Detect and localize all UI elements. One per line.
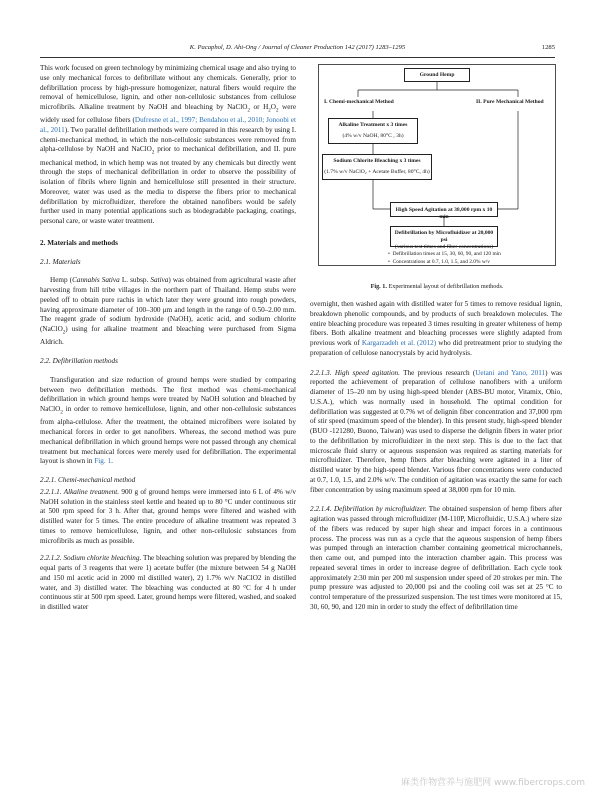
agitation-paragraph <box>310 369 562 496</box>
header-rule <box>40 57 555 58</box>
section-2-2-heading: 2.2. Defibrillation methods <box>40 357 118 366</box>
text-run: Cannabis Sativa <box>72 276 120 285</box>
text-run: who did pretreatment prior to studying the preparation of cellulose nanocrystals by acid hydrolysis. <box>310 339 563 357</box>
ground-hemp-label: Ground Hemp <box>419 72 455 78</box>
text-run: in order to remove hemicellulose, lignin, and other non-cellulosic substances from alpha-cellulose. After the treatment, the obtained microfibers were isolated by mechanical forces in order to get nanofibers. Whereas, the second method was pure mechanical defibrillation in which ground hemps were not passed through any chemical treatment but mechanical forces were merely used for defibrillation. The experimental layout is shown in <box>40 405 296 466</box>
text-run: 2.2.1.3. High speed agitation. <box>310 368 400 377</box>
bleaching-text: The bleaching solution was prepared by blending the equal parts of 3 reagents that were 1) acetate buffer (the mixture between 54 g NaOH and 150 ml acetic acid in 2000 ml distilled water), 2) 1.7% w/v NaClO2 in distilled water, and 3) distilled water. The bleaching was conducted at 80 °C for 4 h under continuous stir at 500 rpm speed. Later, ground hemps were filtered, washed, and soaked in distilled water <box>40 554 296 611</box>
figure-caption <box>318 283 556 290</box>
text-run: L. subsp. <box>119 276 151 285</box>
text-run: 2 <box>268 108 271 114</box>
text-run: The obtained suspension of hemp fibers after agitation was passed through microfluidizer (M-110P, Microfluidic, U.S.A.) where size of the fibers was reduced by super high shear and impact forces in a continuous process. The process was run as a cycle that the aqueous suspension of hemp fibers was pumped through an interaction chamber containing geometrical microchannels, then came out, and pumped into the interaction chamber again. This process was repeated several times in order to increase degree of defibrillation. Each cycle took approximately 2:30 min per 200 ml suspension under speed of 20 strokes per min. The pump pressure was adjusted to 20,000 psi and the cooling coil was set at 25 °C to control temperature of the pressurized suspension. The test times were monitored at 15, 30, 60, 90, and 120 min in order to study the effect of defibrillation time <box>310 505 563 611</box>
citation-link[interactable]: Uetani and Yano, 2011 <box>475 368 546 377</box>
bullet-times: • Defibrillation times at 15, 30, 60, 90, and 120 min <box>388 251 501 257</box>
text-run: ). Two parallel defibrillation methods were compared in this research by using I. chemi-mechanical method, in which the non-cellulosic substances were removed from alpha-cellulose by NaOH and NaClO <box>40 125 296 154</box>
bleaching-paragraph <box>40 554 296 613</box>
watermark: 麻类作物营养与施肥网 www.fibercrops.com <box>401 778 585 788</box>
text-run: Transfiguration and size reduction of ground hemps were studied by comparing between two defibrillation methods. The first method was chemi-mechanical defibrillation in which ground hemps were treated by NaOH solution and bleached by NaClO <box>40 375 296 414</box>
page-number: 1285 <box>541 44 555 51</box>
section-2-2-1-heading: 2.2.1. Chemi-mechanical method <box>40 476 136 484</box>
defibrillation-paragraph <box>40 376 296 467</box>
agitation-box-label: High Speed Agitation at 38,000 rpm x 10 min <box>395 206 493 220</box>
text-run: prior to mechanical defibrillation, and II. pure mechanical method, in which hemp was not treated by any chemicals but directly went through the steps of mechanical defibrillation in order to observe the possibility of isolation of fibrils where lignin and hemicellulose still presented in their structure. Moreover, water was used as the media to disperse the fibers prior to mechanical defibrillation by microfluidizer, therefore the obtained nanofibers would be safely further used in many potential applications such as biodegradable packaging, coatings, personal care, or waste water treatment. <box>40 145 297 226</box>
text-run: 2.2.1.4. Defibrillation by microfluidizer. <box>310 505 427 514</box>
text-run: ) using for alkaline treatment and bleaching were purchased from Sigma Aldrich. <box>40 325 296 347</box>
microfluidizer-box-title: Defibrillation by Microfluidizer at 20,000 psi <box>394 229 494 243</box>
text-run: or H <box>249 103 269 111</box>
ground-hemp-box <box>404 68 470 82</box>
text-run: ) was obtained from agricultural waste after harvesting from hill tribe villages in the northern part of Thailand. Hemp stubs were peeled off to obtain pure rachis in which later they were ground into rough powders, having approximate diameter of 100–300 μm and length in the range of 0.50–2.00 mm. The reagent grade of sodium hydroxide (NaOH), acetic acid, and sodium chlorite (NaClO <box>40 276 296 334</box>
text-run: This work focused on green technology by minimizing chemical usage and also trying to use only mechanical forces to defibrillate without any chemicals. Generally, prior to defibrillation process by high-pressure homogenizer, natural fibers would require the removal of hemicellulose, lignin, and other non-cellulosic substances from cellulose microfibrils. Alkaline treatment by NaOH and bleaching by NaClO <box>40 64 296 111</box>
text-run: 2 <box>60 410 63 416</box>
alkaline-box <box>328 118 418 144</box>
text-run: 2 <box>62 330 66 336</box>
materials-paragraph <box>40 276 296 348</box>
figure-caption-number: Fig. 1. <box>370 283 387 290</box>
bullet-times-text: Defibrillation times at 15, 30, 60, 90, and 120 min <box>392 251 501 257</box>
bleaching-box-title: Sodium Chlorite Bleaching x 3 times <box>333 158 421 164</box>
text-run: 2 <box>151 150 155 156</box>
intro-paragraph <box>40 64 296 227</box>
alkaline-paragraph <box>40 488 296 547</box>
running-header <box>40 44 555 56</box>
text-run: . <box>111 457 113 466</box>
bullet-concentrations-text: Concentrations at 0.7, 1.0, 1.5, and 2.0% w/v <box>392 259 490 265</box>
citation-link[interactable]: Kargarzadeh et al. (2012) <box>361 339 437 347</box>
text-run: Hemp ( <box>50 276 73 285</box>
method-I-label: I. Chemi-mechanical Method <box>324 99 394 105</box>
figure-caption-text: Experimental layout of defibrillation methods. <box>386 283 504 290</box>
alkaline-text: 900 g of ground hemps were immersed into 6 L of 4% w/v NaOH solution in the stainless steel kettle and heated up to 80 °C under continuous stir at 500 rpm speed for 3 h. After that, ground hemps were filtered and washed with distilled water for 5 times. The entire procedure of alkaline treatment was repeated 3 times to remove hemicellulose, lignin, and other non-cellulosic substances from microfibrils as much as possible. <box>40 487 296 545</box>
text-run: overnight, then washed again with distilled water for 5 times to remove residual lignin, breakdown phenolic compounds, and by products of such breakdown molecules. The entire bleaching procedure was repeated 3 times resulting in greater whiteness of hemp fibers. Both alkaline treatment and bleaching processes were slightly adapted from previous work of <box>310 300 562 347</box>
left-column <box>40 64 296 618</box>
text-run: 2 <box>247 108 250 114</box>
text-run: Sativa <box>150 276 169 285</box>
citation-link[interactable]: Fig. 1 <box>94 457 112 466</box>
bleaching-continued-paragraph <box>310 300 562 359</box>
section-2-heading: 2. Materials and methods <box>40 238 118 247</box>
method-II-label: II. Pure Mechanical Method <box>476 99 544 105</box>
citation-link[interactable]: Dufresne et al., 1997; Bendahou et al., 2010; Jonoobi et al., 2011 <box>40 116 296 134</box>
text-run: The previous research ( <box>399 368 476 377</box>
bleaching-box-detail: (1.7% w/v NaClO₂ + Acetate Buffer, 80°C, 4h) <box>324 169 430 175</box>
journal-citation: K. Pacaphol, D. Aht-Ong / Journal of Cleaner Production 142 (2017) 1283–1295 <box>189 44 406 51</box>
figure-1 <box>318 64 556 292</box>
text-run: ) was reported the achievement of preparation of cellulose nanofibers with a uniform diameter of 15–20 nm by using high-speed blender (ABS-BU motor, Vitamix, Ohio, U.S.A.), which was normally used in household. The optimal condition for defibrillation was suggested at 0.7% wt of delignin fiber concentration and 37,000 rpm of stir speed (maximum speed of the blender). In this present study, high-speed blender (BUO -121280, Buono, Taiwan) was used to disperse the delignin fibers in water prior to the defibrillation by microfluidizer in the next step. This is due to the fact that microscale fluid slurry or aqueous suspension was required as starting materials for microfluidizer. Therefore, hemp fibers after bleaching were agitated in a liter of distilled water by the high-speed blender. Various fiber concentrations were conducted at 0.7, 1.0, 1.5, and 2.0% w/v. The condition of agitation was exactly the same for each fiber concentration by using maximum speed at 38,000 rpm for 10 min. <box>310 368 562 494</box>
microfluidizer-box-detail: (various test times and fiber concentrations) <box>394 243 494 250</box>
alkaline-box-title: Alkaline Treatment x 3 times <box>338 122 408 128</box>
text-run: 2 <box>275 108 279 114</box>
right-column <box>310 300 562 618</box>
microfluidizer-box <box>390 226 498 250</box>
microfluidizer-paragraph <box>310 505 562 612</box>
text-run: were widely used for cellulose fibers ( <box>40 103 297 125</box>
text-run: O <box>270 103 276 111</box>
agitation-box <box>390 202 498 220</box>
bleaching-box <box>322 154 432 180</box>
alkaline-heading: 2.2.1.1. Alkaline treatment. <box>40 487 120 496</box>
alkaline-box-detail: (4% w/v NaOH, 80°C , 3h) <box>342 133 404 139</box>
bleaching-heading: 2.2.1.2. Sodium chlorite bleaching. <box>40 554 142 563</box>
figure-bullets <box>388 250 501 266</box>
section-2-1-heading: 2.1. Materials <box>40 257 81 266</box>
bullet-concentrations: • Concentrations at 0.7, 1.0, 1.5, and 2.0% w/v <box>388 259 490 265</box>
